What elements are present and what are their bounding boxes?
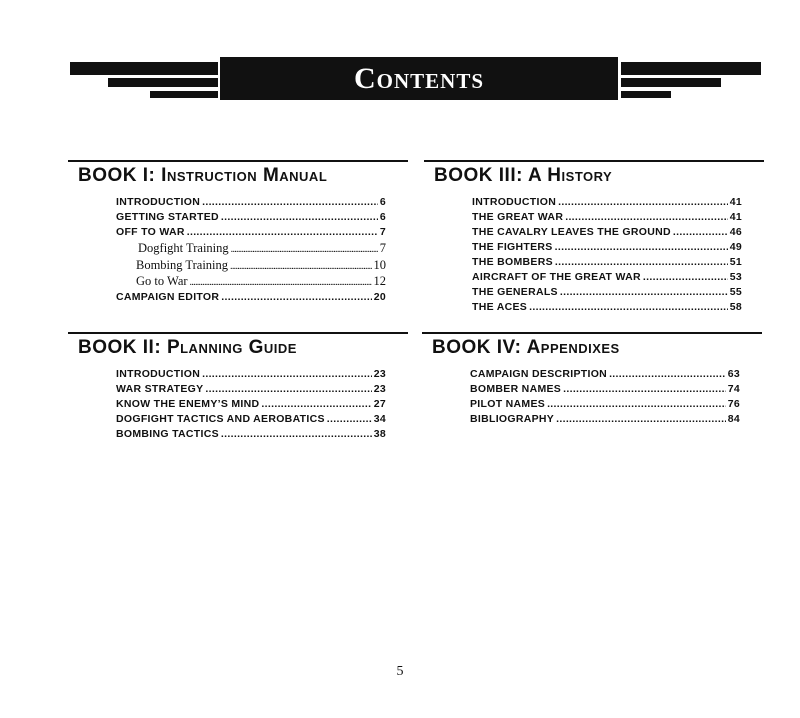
book-1-section bbox=[68, 160, 408, 305]
dot-leader bbox=[673, 225, 728, 240]
toc-entry-page: 53 bbox=[729, 271, 742, 283]
book-3-title: BOOK III: A History bbox=[434, 165, 613, 186]
toc-entry-label: OFF TO WAR bbox=[116, 226, 185, 238]
dot-leader bbox=[643, 270, 728, 285]
toc-entry-page: 23 bbox=[373, 383, 386, 395]
toc-entry[interactable] bbox=[470, 367, 740, 382]
header-bar-left-2 bbox=[108, 78, 218, 87]
dot-leader bbox=[560, 285, 728, 300]
header-bar-right-1 bbox=[621, 62, 761, 75]
toc-entry[interactable] bbox=[116, 412, 386, 427]
toc-entry-page: 51 bbox=[729, 256, 742, 268]
toc-entry-page: 58 bbox=[729, 301, 742, 313]
dot-leader bbox=[187, 225, 378, 240]
toc-entry-page: 84 bbox=[727, 413, 740, 425]
dot-leader bbox=[558, 195, 728, 210]
book-2-entries bbox=[116, 367, 386, 442]
toc-entry[interactable] bbox=[472, 300, 742, 315]
toc-subentry[interactable] bbox=[116, 240, 386, 257]
toc-entry-label: THE BOMBERS bbox=[472, 256, 553, 268]
dot-leader bbox=[202, 367, 372, 382]
toc-entry-page: 10 bbox=[373, 257, 386, 272]
toc-entry-page: 74 bbox=[727, 383, 740, 395]
header-bar-left-3 bbox=[150, 91, 218, 98]
dot-leader bbox=[202, 195, 378, 210]
toc-entry-label: THE CAVALRY LEAVES THE GROUND bbox=[472, 226, 671, 238]
toc-entry-page: 41 bbox=[729, 196, 742, 208]
toc-entry-page: 38 bbox=[373, 428, 386, 440]
toc-entry-label: BOMBER NAMES bbox=[470, 383, 562, 395]
toc-entry-page: 12 bbox=[373, 274, 386, 288]
toc-entry[interactable] bbox=[472, 255, 742, 270]
toc-entry[interactable] bbox=[472, 240, 742, 255]
book-4-title: BOOK IV: Appendixes bbox=[432, 337, 620, 358]
toc-entry-page: 23 bbox=[373, 368, 386, 380]
toc-entry[interactable] bbox=[116, 427, 386, 442]
toc-entry[interactable] bbox=[116, 290, 386, 305]
toc-entry-page: 6 bbox=[379, 196, 386, 208]
book-4-section bbox=[422, 332, 762, 427]
header-bar-right-3 bbox=[621, 91, 671, 98]
toc-entry-page: 49 bbox=[729, 241, 742, 253]
toc-entry[interactable] bbox=[472, 195, 742, 210]
toc-entry-label: INTRODUCTION bbox=[116, 368, 201, 380]
toc-entry-label: PILOT NAMES bbox=[470, 398, 546, 410]
toc-entry-label: INTRODUCTION bbox=[116, 196, 201, 208]
toc-entry-label: KNOW THE ENEMY’S MIND bbox=[116, 398, 260, 410]
page-number: 5 bbox=[396, 664, 404, 679]
toc-entry-page: 41 bbox=[729, 211, 742, 223]
book-1-entries bbox=[116, 195, 386, 305]
toc-entry[interactable] bbox=[470, 382, 740, 397]
toc-entry-label: BOMBING TACTICS bbox=[116, 428, 219, 440]
book-3-entries bbox=[472, 195, 742, 315]
toc-entry-page: 63 bbox=[727, 368, 740, 380]
dot-leader bbox=[609, 367, 726, 382]
contents-banner bbox=[220, 57, 618, 100]
dot-leader bbox=[555, 240, 728, 255]
book-4-entries bbox=[470, 367, 740, 427]
toc-entry[interactable] bbox=[470, 412, 740, 427]
dot-leader bbox=[221, 290, 371, 305]
section-rule bbox=[68, 332, 408, 334]
dot-leader bbox=[261, 397, 371, 412]
toc-entry-label: Go to War bbox=[136, 274, 188, 288]
toc-entry-page: 27 bbox=[373, 398, 386, 410]
toc-entry-label: Bombing Training bbox=[136, 257, 229, 272]
toc-subentry[interactable] bbox=[116, 273, 386, 290]
toc-entry-label: INTRODUCTION bbox=[472, 196, 557, 208]
dot-leader bbox=[205, 382, 371, 397]
toc-entry[interactable] bbox=[472, 285, 742, 300]
toc-entry-label: CAMPAIGN EDITOR bbox=[116, 290, 220, 303]
dot-leader bbox=[547, 397, 726, 412]
toc-entry-label: AIRCRAFT OF THE GREAT WAR bbox=[472, 271, 641, 283]
section-rule bbox=[424, 160, 764, 162]
toc-entry-page: 6 bbox=[379, 211, 386, 223]
toc-entry-label: THE GREAT WAR bbox=[472, 211, 564, 223]
toc-entry[interactable] bbox=[472, 210, 742, 225]
toc-entry[interactable] bbox=[472, 225, 742, 240]
toc-entry-label: THE ACES bbox=[472, 301, 528, 313]
dot-leader bbox=[221, 427, 372, 442]
toc-entry[interactable] bbox=[116, 367, 386, 382]
toc-entry-label: CAMPAIGN DESCRIPTION bbox=[470, 368, 608, 380]
book-3-section bbox=[424, 160, 764, 315]
toc-entry-page: 20 bbox=[373, 290, 386, 303]
dot-leader bbox=[556, 412, 726, 427]
dot-leader bbox=[529, 300, 728, 315]
toc-entry-page: 46 bbox=[729, 226, 742, 238]
toc-entry-page: 34 bbox=[373, 413, 386, 425]
toc-entry-label: Dogfight Training bbox=[138, 241, 229, 255]
toc-entry-label: THE FIGHTERS bbox=[472, 241, 553, 253]
toc-entry-page: 7 bbox=[379, 226, 386, 238]
toc-entry[interactable] bbox=[470, 397, 740, 412]
dot-leader bbox=[563, 382, 726, 397]
toc-entry-page: 76 bbox=[727, 398, 740, 410]
dot-leader bbox=[221, 210, 378, 225]
toc-entry-label: WAR STRATEGY bbox=[116, 383, 204, 395]
book-1-title: BOOK I: Instruction Manual bbox=[78, 165, 328, 186]
toc-subentry[interactable] bbox=[116, 257, 386, 274]
header-bar-left-1 bbox=[70, 62, 218, 75]
toc-entry-label: THE GENERALS bbox=[472, 286, 558, 298]
toc-entry[interactable] bbox=[116, 382, 386, 397]
toc-entry[interactable] bbox=[116, 210, 386, 225]
toc-entry[interactable] bbox=[116, 225, 386, 240]
section-rule bbox=[68, 160, 408, 162]
dot-leader bbox=[565, 210, 728, 225]
header-bar-right-2 bbox=[621, 78, 721, 87]
toc-entry[interactable] bbox=[116, 195, 386, 210]
toc-entry-page: 7 bbox=[379, 241, 386, 255]
toc-entry-page: 55 bbox=[729, 286, 742, 298]
page-title: Contents bbox=[353, 61, 485, 95]
toc-entry-label: BIBLIOGRAPHY bbox=[470, 413, 555, 425]
toc-entry[interactable] bbox=[116, 397, 386, 412]
section-rule bbox=[422, 332, 762, 334]
book-2-section bbox=[68, 332, 408, 442]
dot-leader bbox=[555, 255, 728, 270]
toc-entry-label: GETTING STARTED bbox=[116, 211, 219, 223]
book-2-title: BOOK II: Planning Guide bbox=[78, 337, 297, 358]
toc-entry-label: DOGFIGHT TACTICS AND AEROBATICS bbox=[116, 413, 325, 425]
dot-leader bbox=[327, 412, 372, 427]
toc-entry[interactable] bbox=[472, 270, 742, 285]
